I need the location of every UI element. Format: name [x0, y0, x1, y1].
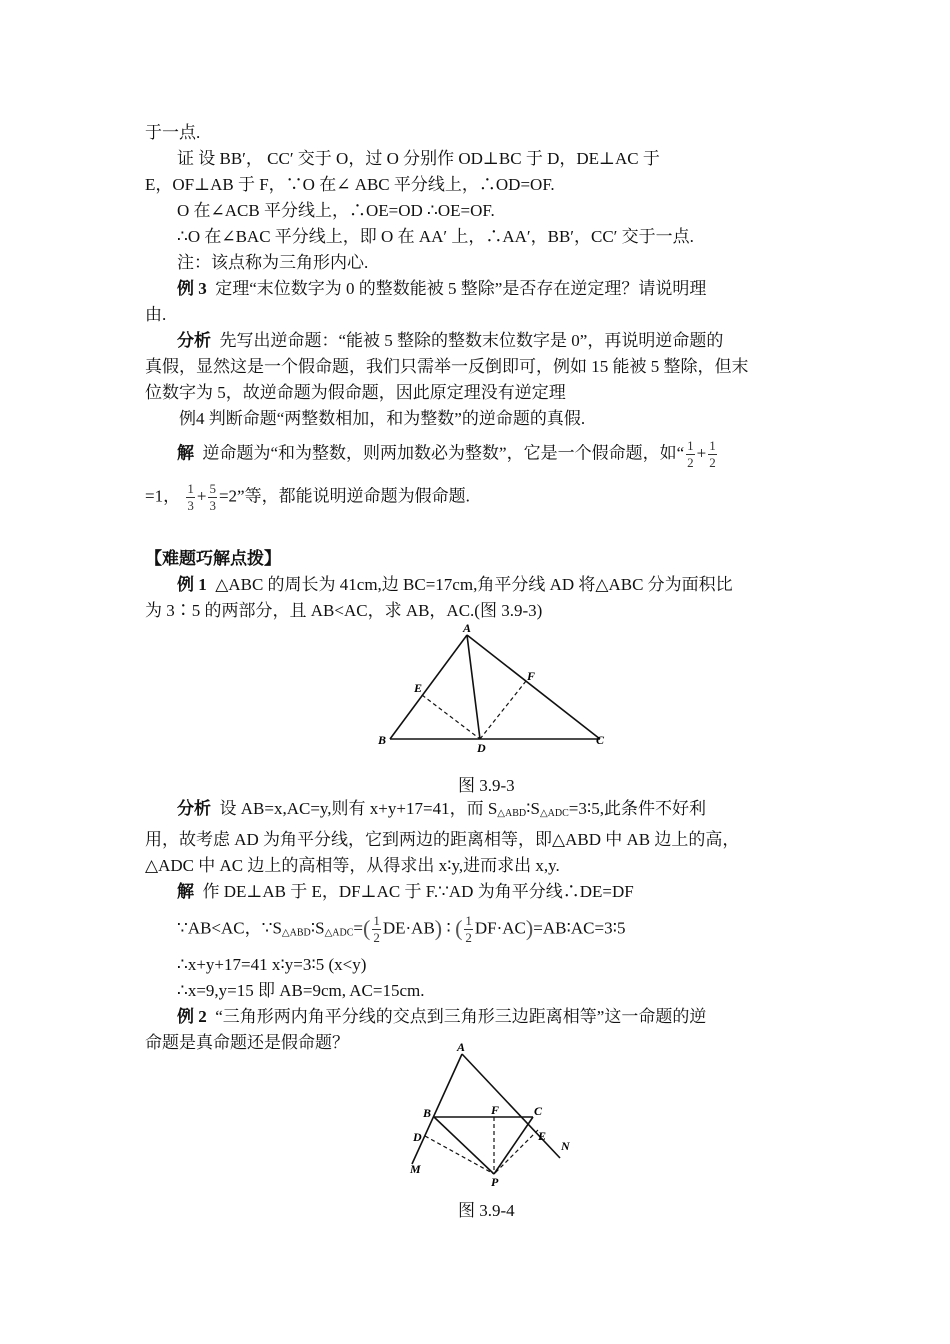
plus: +: [196, 486, 207, 506]
solution: [145, 438, 807, 471]
label-n: N: [561, 1139, 570, 1153]
label-f: F: [527, 669, 536, 683]
solution-label: 解: [177, 882, 194, 901]
example-label: 例 3: [177, 279, 207, 298]
label-p: P: [491, 1175, 499, 1189]
figure-caption: 图 3.9-3: [458, 776, 515, 795]
example-label: 例 1: [177, 575, 207, 594]
text: DE·AB: [382, 918, 435, 938]
label-m: M: [410, 1162, 421, 1176]
proof-line: ∴O 在∠BAC 平分线上，即 O 在 AA′ 上，∴AA′，BB′，CC′ 交于一点.: [177, 227, 694, 246]
side-ab: [390, 635, 467, 739]
text: =2”等，都能说明逆命题为假命题.: [218, 486, 470, 506]
analysis-label: 分析: [177, 799, 211, 818]
text-line: 命题是真命题还是假命题？: [145, 1033, 349, 1053]
label-d: D: [477, 741, 486, 755]
text: 先写出逆命题：“能被 5 整除的整数末位数字是 0”，再说明逆命题的: [219, 331, 724, 350]
text: =1，: [145, 486, 181, 506]
text: =AB∶AC=3∶5: [533, 918, 626, 938]
label-d: D: [413, 1130, 422, 1144]
bisector-cp: [494, 1117, 533, 1174]
text: △ABC 的周长为 41cm,边 BC=17cm,角平分线 AD 将△ABC 分为面积比: [215, 575, 733, 594]
figure-3-9-4: [398, 1040, 583, 1190]
subscript: △ADC: [324, 927, 354, 939]
text-line: 用，故考虑 AD 为角平分线，它到两边的距离相等，即△ABD 中 AB 边上的高，: [145, 830, 740, 849]
hard-example-2: [145, 1004, 807, 1030]
example-4: 例4 判断命题“两整数相加，和为整数”的逆命题的真假.: [179, 409, 586, 428]
proof-line: E，OF⊥AB 于 F，∵O 在∠ ABC 平分线上，∴OD=OF.: [145, 175, 555, 194]
fraction: $\frac{1}{2}$: [465, 913, 472, 945]
solution: [145, 879, 807, 905]
example-label: 例 2: [177, 1007, 207, 1027]
plus: +: [696, 443, 707, 463]
analysis: [145, 796, 807, 827]
perp-df: [480, 681, 526, 739]
text: ∶S: [310, 918, 325, 938]
proof-line: O 在∠ACB 平分线上，∴OE=OD ∴OE=OF.: [177, 201, 495, 220]
bisector-bp: [434, 1117, 494, 1174]
hard-example-1: [145, 572, 807, 598]
figure-caption: 图 3.9-4: [458, 1201, 515, 1220]
note-line: 注：该点称为三角形内心.: [177, 253, 369, 272]
text: ∶S: [526, 799, 540, 818]
label-c: C: [534, 1104, 543, 1118]
solution-label: 解: [177, 443, 194, 463]
text-line: △ADC 中 AC 边上的高相等，从得求出 x∶y,进而求出 x,y.: [145, 856, 560, 875]
label-f: F: [491, 1103, 500, 1117]
solution-line: ∴x+y+17=41 x∶y=3∶5 (x<y): [177, 955, 367, 975]
subscript: △ABD: [281, 927, 311, 939]
fraction: $\frac{5}{3}$: [209, 481, 216, 513]
text: ∶: [446, 918, 451, 938]
label-a: A: [457, 1040, 466, 1054]
perp-de: [422, 695, 480, 739]
label-b: B: [378, 733, 387, 747]
section-heading: 【难题巧解点拨】: [145, 549, 281, 568]
text: =: [353, 918, 364, 938]
label-b: B: [423, 1106, 432, 1120]
text: 逆命题为“和为整数，则两加数必为整数”，它是一个假命题，如“: [202, 443, 685, 463]
label-e: E: [414, 681, 423, 695]
document-page-2: [145, 796, 807, 1056]
text-line: 真假，显然这是一个假命题，我们只需举一反倒即可，例如 15 能被 5 整除，但末: [145, 357, 749, 376]
subscript: △ABD: [497, 808, 527, 819]
text-line: 位数字为 5，故逆命题为假命题，因此原定理没有逆定理: [145, 383, 566, 402]
text: DF·AC: [474, 918, 526, 938]
subscript: △ADC: [539, 808, 569, 819]
text: =3∶5,此条件不好利: [568, 799, 707, 818]
solution-cont: [145, 481, 807, 514]
document-page: [145, 120, 807, 624]
analysis-label: 分析: [177, 331, 211, 350]
text-line: 为 3∶5 的两部分，且 AB<AC，求 AB，AC.(图 3.9-3): [145, 601, 543, 620]
side-ac: [467, 635, 600, 739]
text: 定理“末位数字为 0 的整数能被 5 整除”是否存在逆定理？请说明理: [215, 279, 707, 298]
fraction: $\frac{1}{2}$: [709, 438, 716, 470]
fraction: $\frac{1}{3}$: [187, 481, 194, 513]
example-3: [145, 276, 807, 302]
solution-line: ∴x=9,y=15 即 AB=9cm, AC=15cm.: [177, 981, 425, 1001]
figure-3-9-3: [372, 620, 622, 755]
bisector-ad: [467, 635, 480, 739]
text-line: 由.: [145, 305, 167, 324]
fraction: $\frac{1}{2}$: [373, 913, 380, 945]
label-c: C: [596, 733, 605, 747]
proof-line: 证 设 BB′， CC′ 交于 O，过 O 分别作 OD⊥BC 于 D，DE⊥AC 于: [177, 149, 660, 168]
text-line: 于一点.: [145, 123, 201, 142]
ray-am: [412, 1054, 462, 1164]
fraction: $\frac{1}{2}$: [687, 438, 694, 470]
label-a: A: [463, 621, 472, 635]
analysis: [145, 328, 807, 354]
text: 作 DE⊥AB 于 E，DF⊥AC 于 F.∵AD 为角平分线∴DE=DF: [202, 882, 634, 901]
text: 设 AB=x,AC=y,则有 x+y+17=41，而 S: [219, 799, 498, 818]
text: “三角形两内角平分线的交点到三角形三边距离相等”这一命题的逆: [215, 1007, 707, 1027]
label-e: E: [538, 1129, 547, 1143]
solution-formula: ∵AB<AC，$\because S_{\triangle ABD}∶S_{\triangle ADC}=$( $\frac{1}{2}$ DE·AB) ∶ ( $\frac{1}{2}$ DF·AC)=AB∶AC=3∶5: [177, 913, 626, 945]
text: ∵AB<AC，∵S: [177, 918, 282, 938]
perp-pe: [494, 1130, 538, 1174]
